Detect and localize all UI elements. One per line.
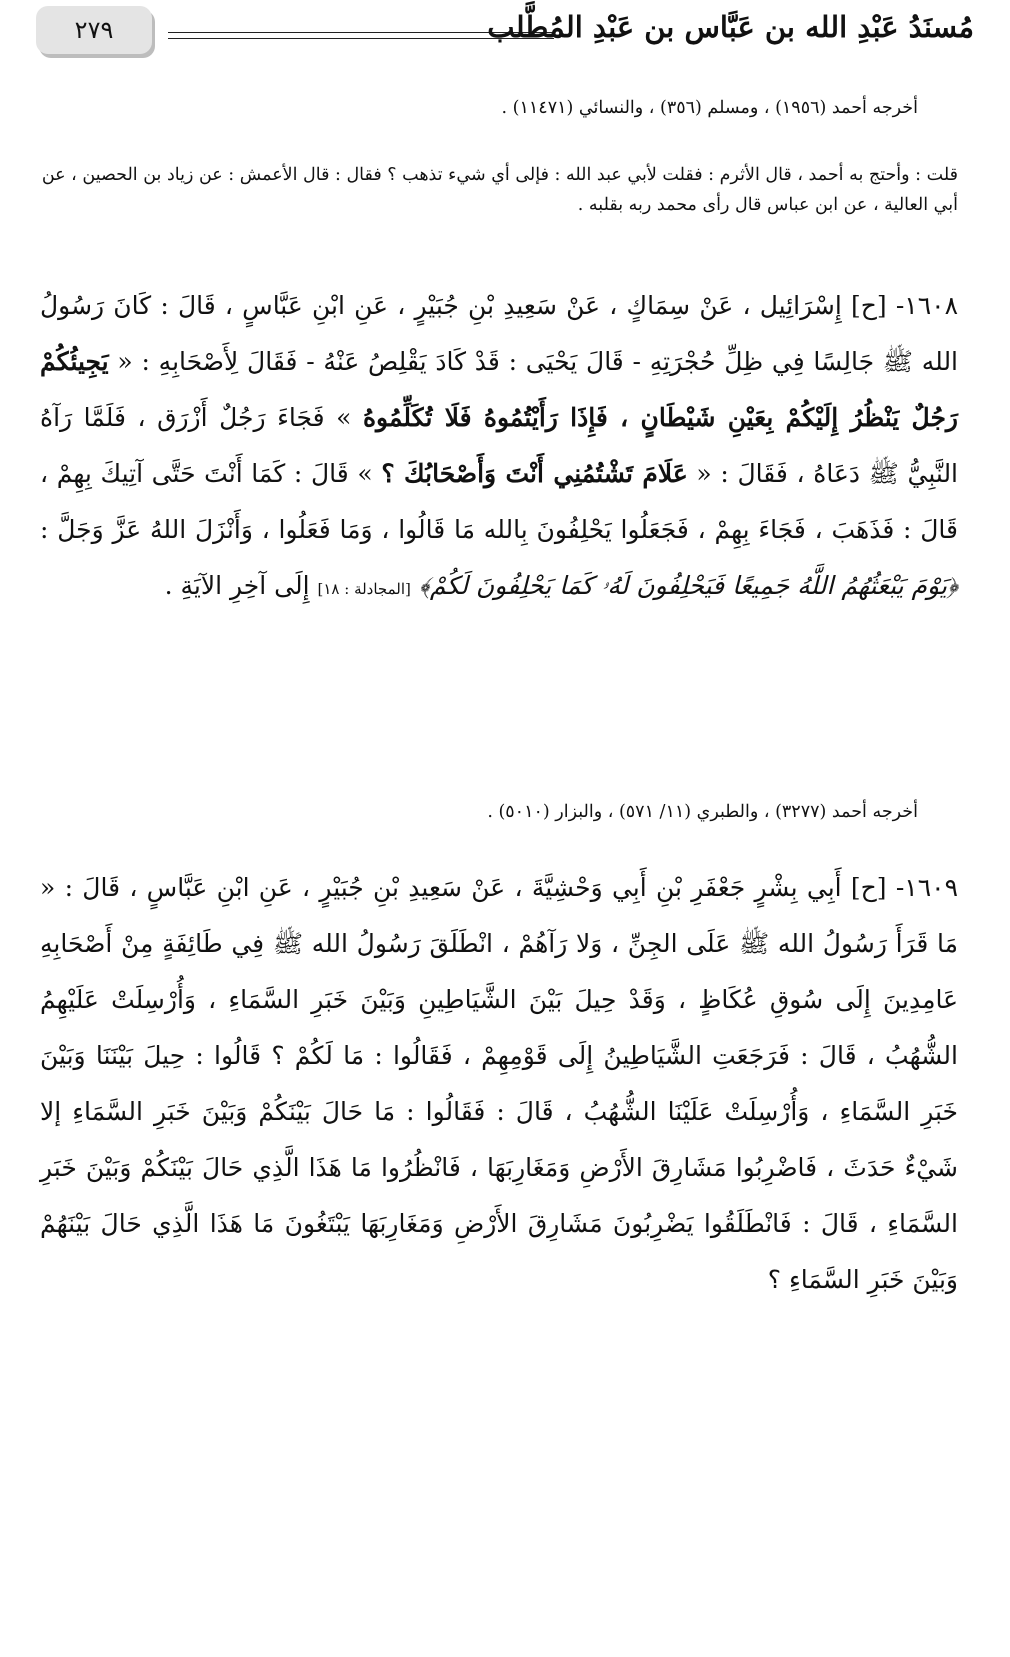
- prophetic-saying: يَجِيئُكُمْ رَجُلٌ يَنْظُرُ إِلَيْكُمْ بِعَيْنِ شَيْطَانٍ ، فَإِذَا رَأَيْتُمُوهُ فَلَا تُكَلِّمُوهُ: [40, 347, 959, 432]
- hadith-paragraph: [40, 278, 958, 617]
- verse-reference: [المجادلة : ١٨]: [317, 580, 411, 598]
- commentary-note: قلت : وأحتج به أحمد ، قال الأثرم : فقلت لأبي عبد الله : فإلى أي شيء تذهب ؟ فقال : قال الأعمش : عن زياد بن الحصين ، عن أبي العالية ، عن ابن عباس قال رأى محمد ربه بقلبه .: [41, 165, 958, 215]
- takhrij-note: أخرجه أحمد (٣٢٧٧) ، والطبري (١١/ ٥٧١) ، والبزار (٥٠١٠) .: [487, 802, 918, 822]
- quran-verse: ﴿يَوْمَ يَبْعَثُهُمُ اللَّهُ جَمِيعًا فَيَحْلِفُونَ لَهُۥ كَمَا يَحْلِفُونَ لَكُمْ﴾: [418, 571, 958, 600]
- takhrij-note: أخرجه أحمد (١٩٥٦) ، ومسلم (٣٥٦) ، والنسائي (١١٤٧١) .: [501, 98, 918, 118]
- page-number-badge: ٢٧٩: [36, 6, 152, 54]
- running-title: مُسنَدُ عَبْدِ الله بن عَبَّاس بن عَبْدِ المُطَّلب: [487, 10, 974, 44]
- hadith-text: » فَجَاءَ رَجُلٌ أَزْرَق ، فَلَمَّا رَآهُ النَّبِيُّ ﷺ دَعَاهُ ، فَقَالَ : «: [40, 403, 959, 488]
- page-header: [36, 6, 974, 66]
- hadith-text: إِلَى آخِرِ الآيَةِ .: [164, 571, 310, 600]
- hadith-text: ١٦٠٨- [ح] إِسْرَائِيل ، عَنْ سِمَاكٍ ، عَنْ سَعِيدِ بْنِ جُبَيْرٍ ، عَنِ ابْنِ عَبَّاسٍ ، قَالَ : كَانَ رَسُولُ الله ﷺ جَالِسًا فِي ظِلِّ حُجْرَتِهِ - قَالَ يَحْيَى : قَدْ كَادَ يَقْلِصُ عَنْهُ - فَقَالَ لِأَصْحَابِهِ : «: [40, 291, 959, 376]
- hadith-1609: [40, 860, 958, 1308]
- hadith-text: » قَالَ : كَمَا أَنْتَ حَتَّى آتِيكَ بِهِمْ ، قَالَ : فَذَهَبَ ، فَجَاءَ بِهِمْ ، فَجَعَلُوا يَحْلِفُونَ بِالله مَا قَالُوا ، وَمَا فَعَلُوا ، وَأَنْزَلَ اللهُ عَزَّ وَجَلَّ :: [40, 459, 958, 544]
- hadith-1608: [40, 278, 958, 617]
- hadith-paragraph: ١٦٠٩- [ح] أَبِي بِشْرٍ جَعْفَرِ بْنِ أَبِي وَحْشِيَّةَ ، عَنْ سَعِيدِ بْنِ جُبَيْرٍ ، عَنِ ابْنِ عَبَّاسٍ ، قَالَ : « مَا قَرَأَ رَسُولُ الله ﷺ عَلَى الجِنِّ ، وَلا رَآهُمْ ، انْطَلَقَ رَسُولُ الله ﷺ فِي طَائِفَةٍ مِنْ أَصْحَابِهِ عَامِدِينَ إِلَى سُوقِ عُكَاظٍ ، وَقَدْ حِيلَ بَيْنَ الشَّيَاطِينِ وَبَيْنَ خَبَرِ السَّمَاءِ ، وَأُرْسِلَتْ عَلَيْهِمُ الشُّهُبُ ، قَالَ : فَرَجَعَتِ الشَّيَاطِينُ إِلَى قَوْمِهِمْ ، فَقَالُوا : مَا لَكُمْ ؟ قَالُوا : حِيلَ بَيْنَنَا وَبَيْنَ خَبَرِ السَّمَاءِ ، وَأُرْسِلَتْ عَلَيْنَا الشُّهُبُ ، قَالَ : فَقَالُوا : مَا حَالَ بَيْنَكُمْ وَبَيْنَ خَبَرِ السَّمَاءِ إلا شَيْءٌ حَدَثَ ، فَاضْرِبُوا مَشَارِقَ الأَرْضِ وَمَغَارِبَهَا ، فَانْظُرُوا مَا هَذَا الَّذِي حَالَ بَيْنَكُمْ وَبَيْنَ خَبَرِ السَّمَاءِ ، قَالَ : فَانْطَلَقُوا يَضْرِبُونَ مَشَارِقَ الأَرْضِ وَمَغَارِبَهَا يَبْتَغُونَ مَا هَذَا الَّذِي حَالَ بَيْنَهُمْ وَبَيْنَ خَبَرِ السَّمَاءِ ؟: [40, 873, 958, 1294]
- prophetic-saying: عَلَامَ تَشْتُمُنِي أَنْتَ وَأَصْحَابُكَ ؟: [381, 459, 688, 488]
